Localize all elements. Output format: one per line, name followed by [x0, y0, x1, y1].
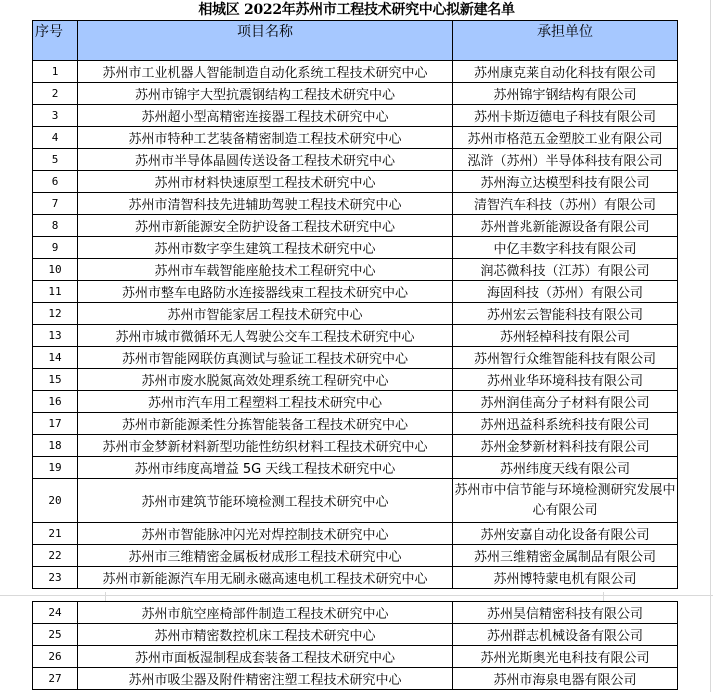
- cell-project: 苏州市材料快速原型工程技术研究中心: [78, 171, 453, 193]
- table-row: [33, 193, 678, 215]
- cell-project: 苏州市智能脉冲闪光对焊控制技术研究中心: [78, 523, 453, 545]
- document-title: 相城区 2022年苏州市工程技术研究中心拟新建名单: [198, 2, 515, 18]
- cell-seq: 6: [33, 171, 78, 193]
- cell-unit: 苏州安嘉自动化设备有限公司: [453, 523, 678, 545]
- cell-seq: 10: [33, 259, 78, 281]
- cell-unit: 苏州智行众维智能科技有限公司: [453, 347, 678, 369]
- cell-seq: 7: [33, 193, 78, 215]
- cell-unit: 润芯微科技（江苏）有限公司: [453, 259, 678, 281]
- column-header-unit: 承担单位: [453, 21, 678, 61]
- table-row: [33, 523, 678, 545]
- cell-project: 苏州市清智科技先进辅助驾驶工程技术研究中心: [78, 193, 453, 215]
- cell-unit: 苏州业华环境科技有限公司: [453, 369, 678, 391]
- cell-unit: 苏州市中信节能与环境检测研究发展中心有限公司: [453, 479, 678, 523]
- table-row: [33, 303, 678, 325]
- cell-seq: 22: [33, 545, 78, 567]
- cell-unit: 苏州锦宇钢结构有限公司: [453, 83, 678, 105]
- table-row: [33, 325, 678, 347]
- table-row: [33, 479, 678, 523]
- cell-project: 苏州市新能源汽车用无刷永磁高速电机工程技术研究中心: [78, 567, 453, 589]
- table-row: [33, 237, 678, 259]
- cell-seq: 5: [33, 149, 78, 171]
- cell-seq: 2: [33, 83, 78, 105]
- cell-seq: 19: [33, 457, 78, 479]
- cell-unit: 海固科技（苏州）有限公司: [453, 281, 678, 303]
- cell-project: 苏州市特种工艺装备精密制造工程技术研究中心: [78, 127, 453, 149]
- cell-unit: 苏州三维精密金属制品有限公司: [453, 545, 678, 567]
- cell-seq: 9: [33, 237, 78, 259]
- list-table: [32, 20, 678, 589]
- cell-unit: 苏州卡斯迈德电子科技有限公司: [453, 105, 678, 127]
- table-row: [33, 457, 678, 479]
- cell-project: 苏州市新能源柔性分拣智能装备工程技术研究中心: [78, 413, 453, 435]
- cell-project: 苏州超小型高精密连接器工程技术研究中心: [78, 105, 453, 127]
- table-row: [33, 646, 678, 668]
- cell-project: 苏州市吸尘器及附件精密注塑工程技术研究中心: [78, 668, 453, 690]
- column-header-project: 项目名称: [78, 21, 453, 61]
- cell-seq: 17: [33, 413, 78, 435]
- cell-unit: 苏州宏云智能科技有限公司: [453, 303, 678, 325]
- table-row: [33, 369, 678, 391]
- table-row: [33, 391, 678, 413]
- cell-unit: 苏州海立达模型科技有限公司: [453, 171, 678, 193]
- page-break-tick: [105, 592, 106, 601]
- cell-project: 苏州市车载智能座舱技术工程研究中心: [78, 259, 453, 281]
- cell-unit: 苏州市格范五金塑胶工业有限公司: [453, 127, 678, 149]
- cell-seq: 21: [33, 523, 78, 545]
- cell-project: 苏州市三维精密金属板材成形工程技术研究中心: [78, 545, 453, 567]
- cell-unit: 苏州光斯奥光电科技有限公司: [453, 646, 678, 668]
- cell-unit: 清智汽车科技（苏州）有限公司: [453, 193, 678, 215]
- cell-project: 苏州市锦宇大型抗震钢结构工程技术研究中心: [78, 83, 453, 105]
- table-row: [33, 668, 678, 690]
- table-row: [33, 105, 678, 127]
- cell-project: 苏州市废水脱氮高效处理系统工程研究中心: [78, 369, 453, 391]
- table-row: [33, 171, 678, 193]
- table-row: [33, 545, 678, 567]
- table-row: [33, 61, 678, 83]
- cell-seq: 23: [33, 567, 78, 589]
- cell-project: 苏州市精密数控机床工程技术研究中心: [78, 624, 453, 646]
- cell-unit: 苏州轻棹科技有限公司: [453, 325, 678, 347]
- cell-unit: 苏州润佳高分子材料有限公司: [453, 391, 678, 413]
- cell-project: 苏州市智能家居工程技术研究中心: [78, 303, 453, 325]
- table-row: [33, 149, 678, 171]
- table-row: [33, 435, 678, 457]
- column-header-seq: 序号: [33, 21, 78, 61]
- cell-seq: 18: [33, 435, 78, 457]
- cell-seq: 25: [33, 624, 78, 646]
- cell-seq: 4: [33, 127, 78, 149]
- table-row: [33, 624, 678, 646]
- cell-project: 苏州市纬度高增益 5G 天线工程技术研究中心: [78, 457, 453, 479]
- cell-seq: 3: [33, 105, 78, 127]
- cell-unit: 苏州市海泉电器有限公司: [453, 668, 678, 690]
- cell-seq: 14: [33, 347, 78, 369]
- table-row: [33, 127, 678, 149]
- sheet-gridline: [710, 0, 711, 692]
- cell-project: 苏州市航空座椅部件制造工程技术研究中心: [78, 602, 453, 624]
- list-table-continued: [32, 601, 678, 690]
- cell-unit: 苏州昊信精密科技有限公司: [453, 602, 678, 624]
- cell-unit: 泓浒（苏州）半导体科技有限公司: [453, 149, 678, 171]
- page-break-tick: [603, 592, 604, 601]
- cell-seq: 1: [33, 61, 78, 83]
- cell-project: 苏州市整车电路防水连接器线束工程技术研究中心: [78, 281, 453, 303]
- cell-unit: 苏州纬度天线有限公司: [453, 457, 678, 479]
- cell-project: 苏州市工业机器人智能制造自动化系统工程技术研究中心: [78, 61, 453, 83]
- cell-seq: 20: [33, 479, 78, 523]
- table-row: [33, 567, 678, 589]
- page-break-line: [0, 595, 713, 596]
- cell-unit: 苏州康克莱自动化科技有限公司: [453, 61, 678, 83]
- cell-project: 苏州市金梦新材料新型功能性纺织材料工程技术研究中心: [78, 435, 453, 457]
- cell-unit: 苏州金梦新材料科技有限公司: [453, 435, 678, 457]
- cell-project: 苏州市半导体晶圆传送设备工程技术研究中心: [78, 149, 453, 171]
- cell-seq: 24: [33, 602, 78, 624]
- cell-project: 苏州市数字孪生建筑工程技术研究中心: [78, 237, 453, 259]
- table-row: [33, 215, 678, 237]
- table-row: [33, 347, 678, 369]
- cell-seq: 13: [33, 325, 78, 347]
- cell-unit: 苏州普兆新能源设备有限公司: [453, 215, 678, 237]
- cell-seq: 26: [33, 646, 78, 668]
- cell-seq: 11: [33, 281, 78, 303]
- cell-seq: 12: [33, 303, 78, 325]
- cell-project: 苏州市新能源安全防护设备工程技术研究中心: [78, 215, 453, 237]
- cell-seq: 15: [33, 369, 78, 391]
- table-row: [33, 259, 678, 281]
- table-row: [33, 413, 678, 435]
- cell-project: 苏州市城市微循环无人驾驶公交车工程技术研究中心: [78, 325, 453, 347]
- cell-project: 苏州市建筑节能环境检测工程技术研究中心: [78, 479, 453, 523]
- table-row: [33, 281, 678, 303]
- table-row: [33, 602, 678, 624]
- cell-project: 苏州市汽车用工程塑料工程技术研究中心: [78, 391, 453, 413]
- cell-unit: 苏州博特蒙电机有限公司: [453, 567, 678, 589]
- cell-seq: 27: [33, 668, 78, 690]
- cell-unit: 苏州迅益科系统科技有限公司: [453, 413, 678, 435]
- cell-project: 苏州市智能网联仿真测试与验证工程技术研究中心: [78, 347, 453, 369]
- cell-seq: 16: [33, 391, 78, 413]
- cell-unit: 中亿丰数字科技有限公司: [453, 237, 678, 259]
- cell-seq: 8: [33, 215, 78, 237]
- cell-unit: 苏州群志机械设备有限公司: [453, 624, 678, 646]
- table-row: [33, 83, 678, 105]
- cell-project: 苏州市面板湿制程成套装备工程技术研究中心: [78, 646, 453, 668]
